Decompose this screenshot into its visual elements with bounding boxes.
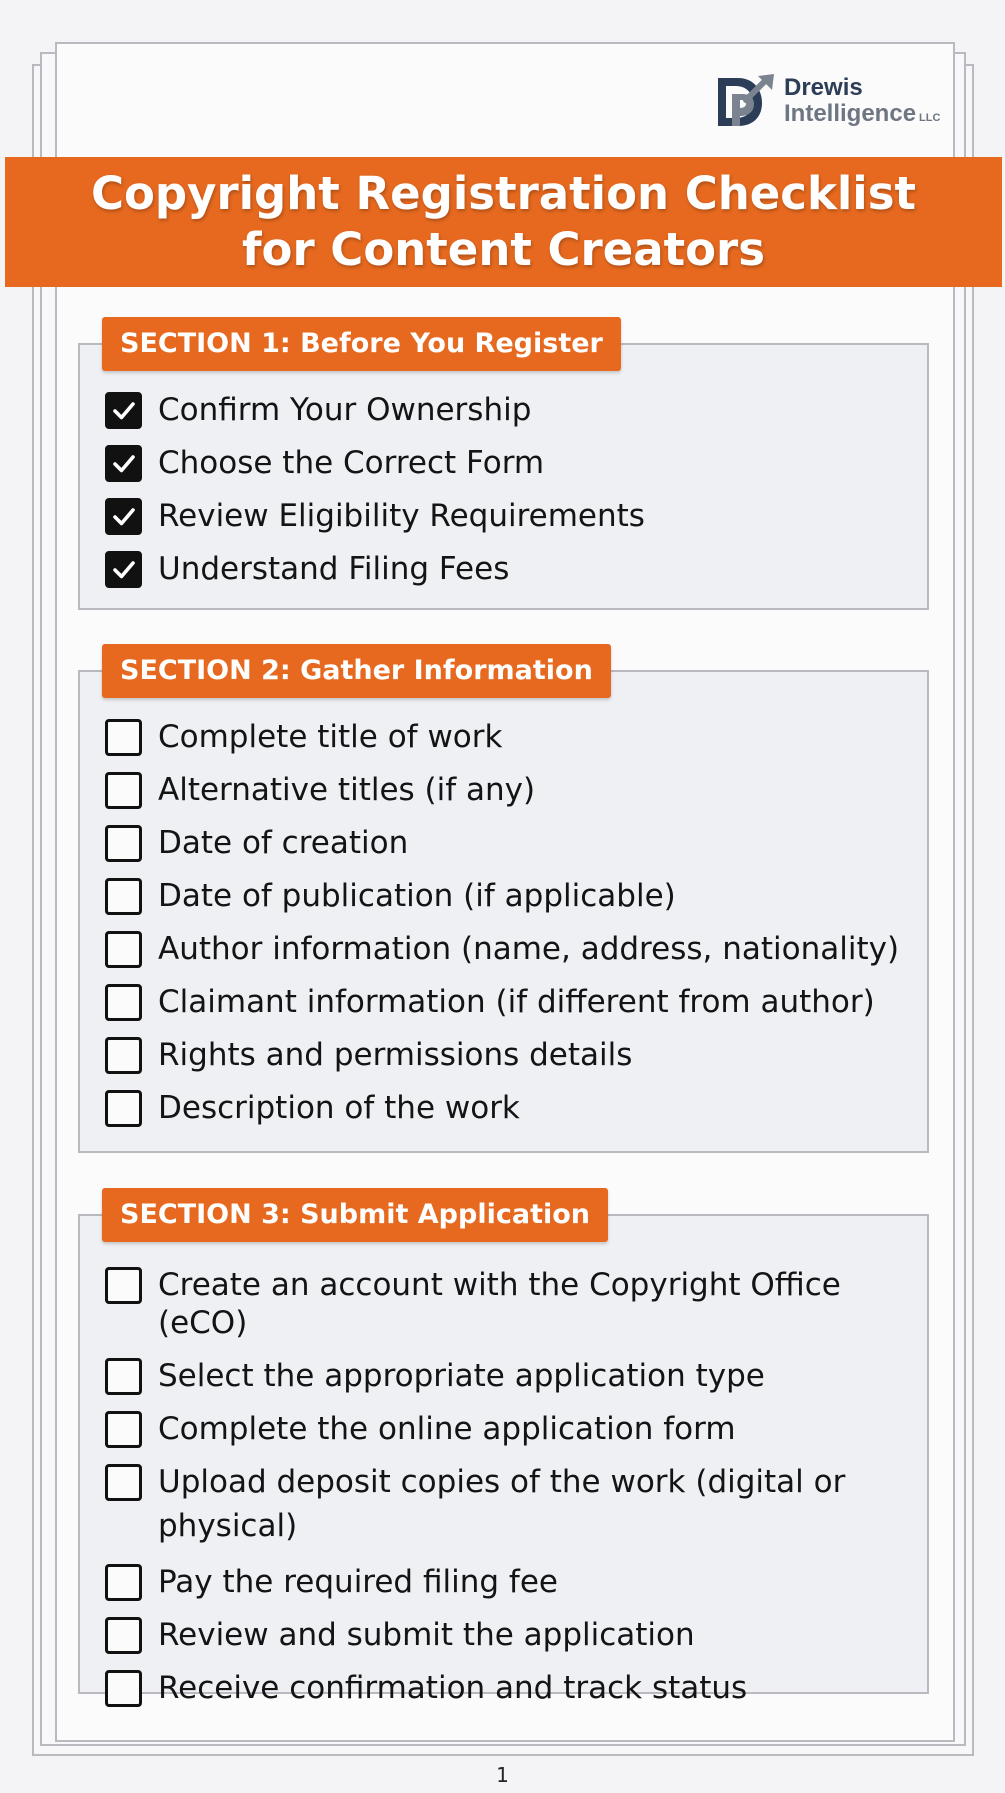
checkbox[interactable] <box>105 1358 142 1395</box>
checklist-item-label: Understand Filing Fees <box>158 551 510 587</box>
checklist-item[interactable] <box>105 983 917 1021</box>
page-number: 1 <box>496 1763 509 1787</box>
checklist-item[interactable] <box>105 444 917 482</box>
checklist-item[interactable] <box>105 497 917 535</box>
checklist-item-label: Receive confirmation and track status <box>158 1670 748 1706</box>
checklist-item-label: Pay the required filing fee <box>158 1564 558 1600</box>
checkbox[interactable] <box>105 1564 142 1601</box>
checklist <box>105 391 917 603</box>
checkbox[interactable] <box>105 1037 142 1074</box>
title-banner <box>5 157 1002 287</box>
brand-suffix: LLC <box>919 112 941 124</box>
checklist-item[interactable] <box>105 930 917 968</box>
brand-name-intelligence: Intelligence <box>784 100 917 127</box>
checkbox[interactable] <box>105 1267 142 1304</box>
section-submit-application <box>78 1199 929 1706</box>
brand-logo <box>716 70 940 132</box>
checklist <box>105 718 917 1142</box>
checkmark-icon <box>111 398 137 424</box>
checkbox[interactable] <box>105 1617 142 1654</box>
checklist-item-label: Description of the work <box>158 1090 520 1126</box>
checklist-item-label: Review and submit the application <box>158 1617 695 1653</box>
checklist-item[interactable] <box>105 1410 917 1448</box>
checkmark-icon <box>111 504 137 530</box>
checklist-item[interactable] <box>105 1616 917 1654</box>
checklist-item[interactable] <box>105 1357 917 1395</box>
checklist-item-label: Date of publication (if applicable) <box>158 878 676 914</box>
checklist-item[interactable] <box>105 550 917 588</box>
section-header: SECTION 3: Submit Application <box>102 1188 608 1242</box>
checkbox[interactable] <box>105 1464 142 1501</box>
checklist-item-label: Complete title of work <box>158 719 503 755</box>
checklist-item-label: Review Eligibility Requirements <box>158 498 645 534</box>
checkbox[interactable] <box>105 1090 142 1127</box>
checked-checkbox[interactable] <box>105 392 142 429</box>
checklist-item[interactable] <box>105 1266 917 1342</box>
checklist-item[interactable] <box>105 718 917 756</box>
section-gather-information <box>78 655 929 1153</box>
checklist-item-label: Choose the Correct Form <box>158 445 545 481</box>
checklist-item-label: Select the appropriate application type <box>158 1358 765 1394</box>
checklist-item-label: Date of creation <box>158 825 409 861</box>
checklist-item[interactable] <box>105 1563 917 1601</box>
checkbox[interactable] <box>105 719 142 756</box>
checklist-item-label: Claimant information (if different from author) <box>158 984 875 1020</box>
section-header: SECTION 2: Gather Information <box>102 644 611 698</box>
checklist-item-label: Complete the online application form <box>158 1411 736 1447</box>
checklist-item-label: Author information (name, address, nationality) <box>158 931 900 967</box>
checkbox[interactable] <box>105 1670 142 1707</box>
brand-name-line1: Drewis <box>784 74 863 101</box>
checklist-item[interactable] <box>105 1089 917 1127</box>
title-line-2: for Content Creators <box>241 223 766 276</box>
checkmark-icon <box>111 557 137 583</box>
checked-checkbox[interactable] <box>105 498 142 535</box>
checkmark-icon <box>111 451 137 477</box>
title-line-1: Copyright Registration Checklist <box>90 167 917 220</box>
checkbox[interactable] <box>105 878 142 915</box>
checklist-item[interactable] <box>105 391 917 429</box>
checklist-item-label: Rights and permissions details <box>158 1037 633 1073</box>
checklist-item-label: Alternative titles (if any) <box>158 772 536 808</box>
checklist-item-label: Confirm Your Ownership <box>158 392 532 428</box>
checklist-item[interactable] <box>105 877 917 915</box>
brand-name-line2 <box>784 102 940 126</box>
checklist <box>105 1266 917 1722</box>
checkbox[interactable] <box>105 931 142 968</box>
checklist-item[interactable] <box>105 771 917 809</box>
checklist-item-label: Create an account with the Copyright Office (eCO) <box>158 1267 841 1341</box>
section-header: SECTION 1: Before You Register <box>102 317 621 371</box>
checklist-item[interactable] <box>105 824 917 862</box>
checked-checkbox[interactable] <box>105 551 142 588</box>
checked-checkbox[interactable] <box>105 445 142 482</box>
checkbox[interactable] <box>105 772 142 809</box>
checkbox[interactable] <box>105 825 142 862</box>
checklist-item[interactable] <box>105 1036 917 1074</box>
checkbox[interactable] <box>105 1411 142 1448</box>
checklist-item[interactable] <box>105 1463 917 1548</box>
dp-monogram-arrow-icon <box>716 70 778 132</box>
checkbox[interactable] <box>105 984 142 1021</box>
section-before-you-register <box>78 328 929 610</box>
checklist-item[interactable] <box>105 1669 917 1707</box>
checklist-item-label: Upload deposit copies of the work (digital or physical) <box>158 1464 846 1544</box>
